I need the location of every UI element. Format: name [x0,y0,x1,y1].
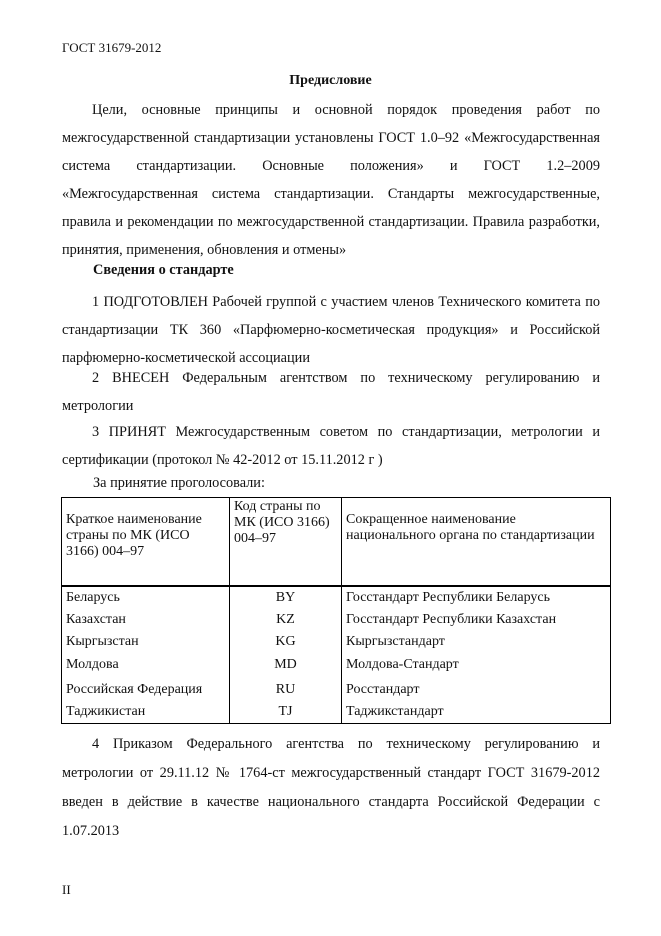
code-cell: RU [230,679,342,701]
code-cell: MD [230,653,342,679]
code-cell: KG [230,631,342,653]
country-cell: Беларусь [62,586,230,609]
table-row [62,701,611,724]
body-cell: Госстандарт Республики Беларусь [342,586,611,609]
body-cell: Таджикстандарт [342,701,611,724]
header-code: Код страны по МК (ИСО 3166) 004–97 [230,498,342,587]
body-cell: Росстандарт [342,679,611,701]
table-header-row [62,498,611,587]
vote-label: За принятие проголосовали: [93,475,265,491]
item-1-prepared: 1 ПОДГОТОВЛЕН Рабочей группой с участием членов Технического комитета по стандартизации ТК 360 «Парфюмерно-косметическая продукция» и Российской парфюмерно-косметической ассоциации [62,294,600,366]
country-cell: Российская Федерация [62,679,230,701]
table-row [62,653,611,679]
item-3-adopted: 3 ПРИНЯТ Межгосударственным советом по стандартизации, метрологии и сертификации (протокол № 42-2012 от 15.11.2012 г ) [62,424,600,468]
table-row [62,631,611,653]
code-cell: BY [230,586,342,609]
country-cell: Кыргызстан [62,631,230,653]
foreword-title: Предисловие [289,73,372,88]
item-2-submitted: 2 ВНЕСЕН Федеральным агентством по техническому регулированию и метрологии [62,370,600,414]
country-cell: Молдова [62,653,230,679]
voting-countries-table [61,497,611,724]
code-cell: KZ [230,609,342,631]
header-country: Краткое наименование страны по МК (ИСО 3166) 004–97 [62,498,230,587]
item-4-enacted: 4 Приказом Федерального агентства по техническому регулированию и метрологии от 29.11.12 № 1764-ст межгосударственный стандарт ГОСТ 31679-2012 введен в действие в качестве национального стандарта Российской Федерации с 1.07.2013 [62,736,600,839]
country-cell: Таджикистан [62,701,230,724]
page-number: II [62,882,71,897]
document-id: ГОСТ 31679-2012 [62,40,162,55]
table-row [62,679,611,701]
header-body: Сокращенное наименование национального органа по стандартизации [342,498,611,587]
standard-info-heading: Сведения о стандарте [93,262,234,278]
body-cell: Госстандарт Республики Казахстан [342,609,611,631]
body-cell: Молдова-Стандарт [342,653,611,679]
country-cell: Казахстан [62,609,230,631]
body-cell: Кыргызстандарт [342,631,611,653]
table-row [62,609,611,631]
table-row [62,586,611,609]
foreword-intro: Цели, основные принципы и основной порядок проведения работ по межгосударственной стандартизации установлены ГОСТ 1.0–92 «Межгосударственная система стандартизации. Основные положения» и ГОСТ 1.2–2009 «Межгосударственная система стандартизации. Стандарты межгосударственные, правила и рекомендации по межгосударственной стандартизации. Правила разработки, принятия, применения, обновления и отмены» [62,102,600,258]
code-cell: TJ [230,701,342,724]
